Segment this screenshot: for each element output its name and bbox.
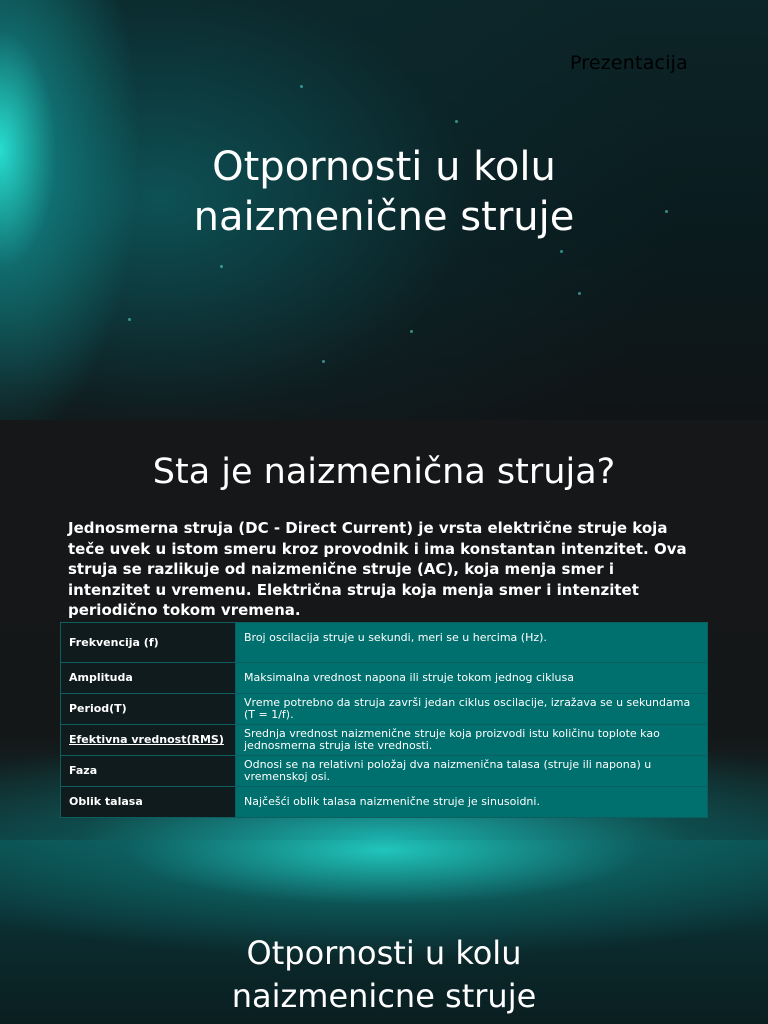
slide-title-line-2: naizmenicne struje xyxy=(231,977,537,1015)
slide-title-line-1: Otpornosti u kolu xyxy=(246,934,522,972)
description-cell: Najčešći oblik talasa naizmenične struje je sinusoidni. xyxy=(236,787,708,818)
properties-table xyxy=(60,622,708,818)
closing-slide xyxy=(0,840,768,1024)
title-slide xyxy=(0,0,768,420)
slide-title xyxy=(0,142,768,242)
presentation-label: Prezentacija xyxy=(569,52,688,74)
term-link[interactable]: Efektivna vrednost(RMS) xyxy=(69,733,224,746)
term-cell: Frekvencija (f) xyxy=(61,623,236,663)
description-cell: Odnosi se na relativni položaj dva naizmenična talasa (struje ili napona) u vremenskoj osi. xyxy=(236,756,708,787)
description-cell: Broj oscilacija struje u sekundi, meri se u hercima (Hz). xyxy=(236,623,708,663)
table-row xyxy=(61,756,708,787)
description-cell: Vreme potrebno da struja završi jedan ciklus oscilacije, izražava se u sekundama (T = 1/f). xyxy=(236,694,708,725)
table-row xyxy=(61,694,708,725)
term-cell: Amplituda xyxy=(61,663,236,694)
term-cell: Faza xyxy=(61,756,236,787)
slide-title-line-1: Otpornosti u kolu xyxy=(212,144,556,190)
table-row xyxy=(61,787,708,818)
description-cell: Maksimalna vrednost napona ili struje tokom jednog ciklusa xyxy=(236,663,708,694)
table-row xyxy=(61,725,708,756)
description-cell: Srednja vrednost naizmenične struje koja proizvodi istu količinu toplote kao jednosmerna struja iste vrednosti. xyxy=(236,725,708,756)
slide-title-line-2: naizmenične struje xyxy=(193,194,575,240)
term-cell: Oblik talasa xyxy=(61,787,236,818)
slide-heading: Sta je naizmenična struja? xyxy=(152,452,616,492)
intro-paragraph: Jednosmerna struja (DC - Direct Current) je vrsta električne struje koja teče uvek u istom smeru kroz provodnik i ima konstantan intenzitet. Ova struja se razlikuje od naizmenične struje (AC), koja menja smer i intenzitet u vremenu. Električna struja koja menja smer i intenzitet periodično tokom vremena. xyxy=(68,519,687,619)
slide-title xyxy=(0,932,768,1018)
definition-slide xyxy=(0,420,768,840)
table-row xyxy=(61,663,708,694)
term-cell: Period(T) xyxy=(61,694,236,725)
table-row xyxy=(61,623,708,663)
term-cell xyxy=(61,725,236,756)
